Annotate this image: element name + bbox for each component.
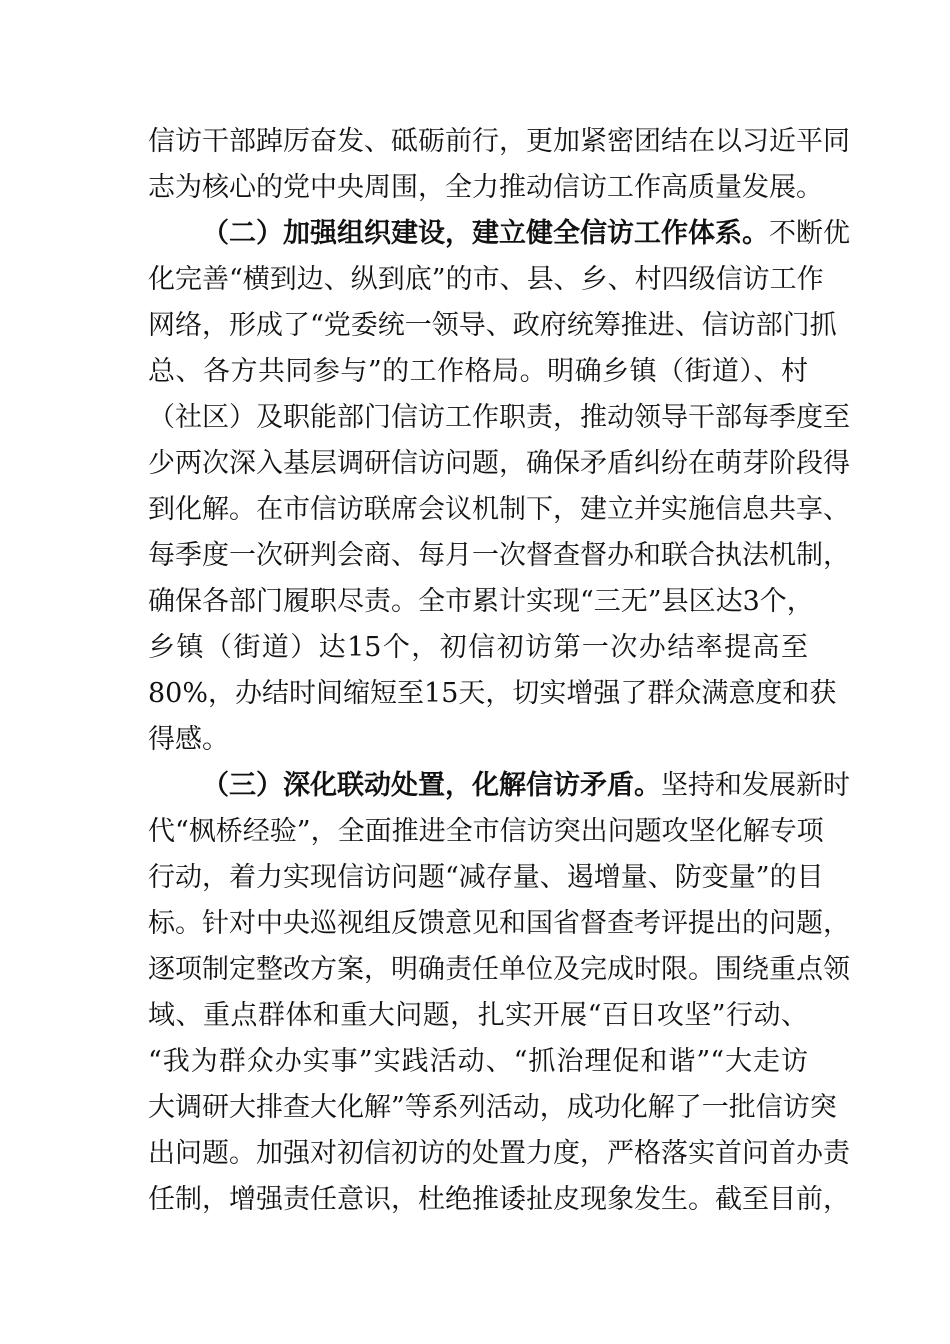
paragraph-line: “我为群众办实事”实践活动、“抓治理促和谐”“大走访 xyxy=(148,1046,808,1077)
paragraph-line: 网络，形成了“党委统一领导、政府统筹推进、信访部门抓 xyxy=(148,310,837,341)
paragraph-line: 得感。 xyxy=(148,724,229,755)
paragraph-line: （社区）及职能部门信访工作职责，推动领导干部每季度至 xyxy=(148,402,850,433)
paragraph-line: 域、重点群体和重大问题，扎实开展“百日攻坚”行动、 xyxy=(148,1000,808,1031)
paragraph-line: 到化解。在市信访联席会议机制下，建立并实施信息共享、 xyxy=(148,494,850,525)
paragraph-line: 标。针对中央巡视组反馈意见和国省督查考评提出的问题， xyxy=(148,908,850,939)
section-3-first-line xyxy=(202,766,850,806)
paragraph-line: 志为核心的党中央周围，全力推动信访工作高质量发展。 xyxy=(148,172,823,203)
section-2-lead: 不断优 xyxy=(769,218,850,249)
paragraph-line: 行动，着力实现信访问题“减存量、遏增量、防变量”的目 xyxy=(148,862,824,893)
paragraph-line: 出问题。加强对初信初访的处置力度，严格落实首问首办责 xyxy=(148,1138,850,1169)
paragraph-line: 乡镇（街道）达15个，初信初访第一次办结率提高至 xyxy=(148,632,808,663)
paragraph-line: 80%，办结时间缩短至15天，切实增强了群众满意度和获 xyxy=(148,678,837,709)
paragraph-line: 信访干部踔厉奋发、砥砺前行，更加紧密团结在以习近平同 xyxy=(148,126,850,157)
section-2-heading: （二）加强组织建设，建立健全信访工作体系。 xyxy=(202,218,769,249)
paragraph-line: 总、各方共同参与”的工作格局。明确乡镇（街道）、村 xyxy=(148,356,808,387)
paragraph-line: 每季度一次研判会商、每月一次督查督办和联合执法机制， xyxy=(148,540,850,571)
paragraph-line: 代“枫桥经验”，全面推进全市信访突出问题攻坚化解专项 xyxy=(148,816,824,847)
paragraph-line: 任制，增强责任意识，杜绝推诿扯皮现象发生。截至目前， xyxy=(148,1184,850,1215)
paragraph-line: 少两次深入基层调研信访问题，确保矛盾纠纷在萌芽阶段得 xyxy=(148,448,850,479)
paragraph-line: 逐项制定整改方案，明确责任单位及完成时限。围绕重点领 xyxy=(148,954,850,985)
paragraph-line: 化完善“横到边、纵到底”的市、县、乡、村四级信访工作 xyxy=(148,264,824,295)
section-3-lead: 坚持和发展新时 xyxy=(661,770,850,801)
paragraph-line: 大调研大排查大化解”等系列活动，成功化解了一批信访突 xyxy=(148,1092,837,1123)
section-2-first-line xyxy=(202,214,850,254)
paragraph-line: 确保各部门履职尽责。全市累计实现“三无”县区达3个， xyxy=(148,586,814,617)
section-3-heading: （三）深化联动处置，化解信访矛盾。 xyxy=(202,770,661,801)
